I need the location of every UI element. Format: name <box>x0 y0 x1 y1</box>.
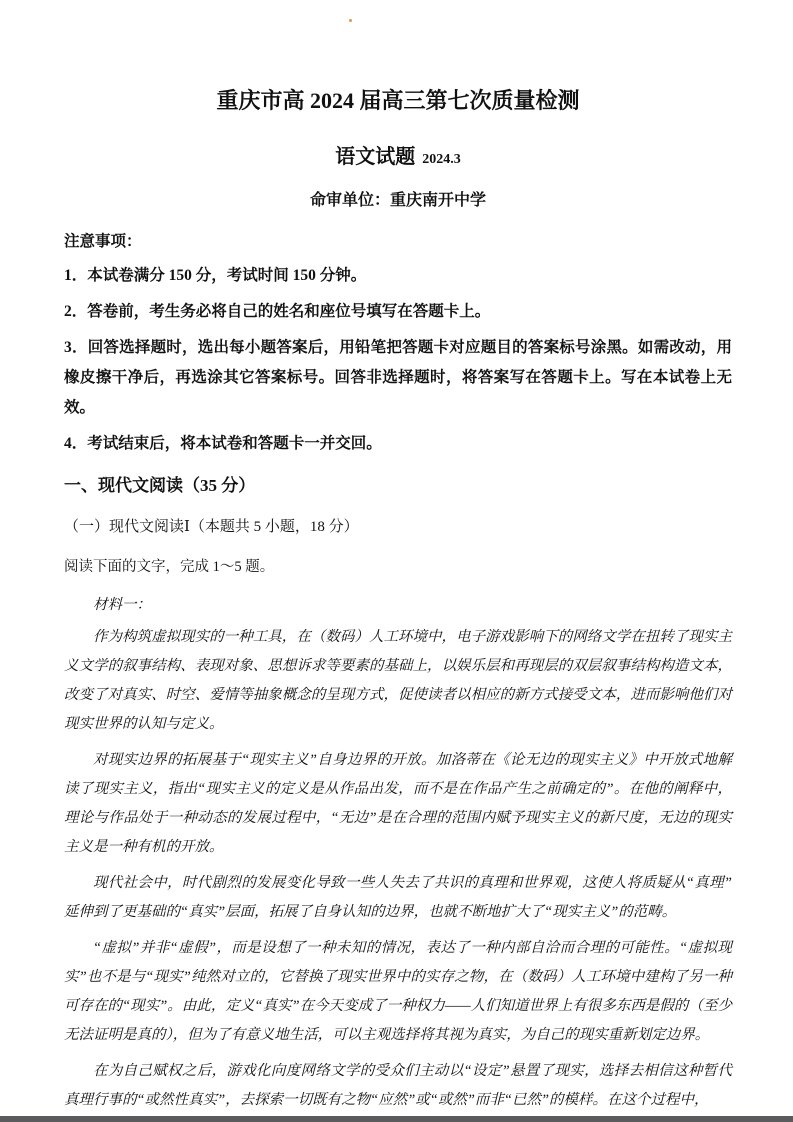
section-subheading: （一）现代文阅读Ⅰ（本题共 5 小题，18 分） <box>64 519 359 535</box>
reading-instruction: 阅读下面的文字，完成 1～5 题。 <box>64 559 275 575</box>
subject-title: 语文试题 <box>335 146 416 168</box>
material-paragraph: 对现实边界的拓展基于“现实主义”自身边界的开放。加洛蒂在《论无边的现实主义》中开放式地解读了现实主义，指出“现实主义的定义是从作品出发，而不是在作品产生之前确定的”。在他的阐释中，理论与作品处于一种动态的发展过程中，“无边”是在合理的范围内赋予现实主义的新尺度，无边的现实主义是一种有机的开放。 <box>64 752 732 855</box>
material-paragraph: 现代社会中，时代剧烈的发展变化导致一些人失去了共识的真理和世界观，这使人将质疑从“真理”延伸到了更基础的“真实”层面，拓展了自身认知的边界，也就不断地扩大了“现实主义”的范畴。 <box>64 875 732 920</box>
notice-item-1: 1．本试卷满分 150 分，考试时间 150 分钟。 <box>64 267 367 284</box>
notice-item-2: 2．答卷前，考生务必将自己的姓名和座位号填写在答题卡上。 <box>64 303 491 320</box>
document-body <box>64 0 732 1115</box>
subtitle-row <box>64 143 732 174</box>
material-paragraph: “虚拟”并非“虚假”，而是设想了一种未知的情况，表达了一种内部自洽而合理的可能性。“虚拟现实”也不是与“现实”纯然对立的，它替换了现实世界中的实存之物，在（数码）人工环境中建构了另一种可存在的“现实”。由此，定义“真实”在今天变成了一种权力——人们知道世界上有很多东西是假的（至少无法证明是真的），但为了有意义地生活，可以主观选择将其视为真实，为自己的现实重新划定边界。 <box>64 940 732 1043</box>
material-one-label: 材料一： <box>93 597 151 613</box>
notice-item-3: 3．回答选择题时，选出每小题答案后，用铅笔把答题卡对应题目的答案标号涂黑。如需改动，用橡皮擦干净后，再选涂其它答案标号。回答非选择题时，将答案写在答题卡上。写在本试卷上无效。 <box>64 339 732 416</box>
section-heading-modern-reading: 一、现代文阅读（35 分） <box>64 476 256 495</box>
material-paragraph: 在为自己赋权之后，游戏化向度网络文学的受众们主动以“设定”悬置了现实，选择去相信这种暂代真理行事的“或然性真实”，去探索一切既有之物“应然”或“或然”而非“已然”的模样。在这个过程中， <box>64 1063 732 1108</box>
viewer-bottom-edge <box>0 1116 793 1122</box>
exam-date: 2024.3 <box>422 152 461 167</box>
material-paragraph: 作为构筑虚拟现实的一种工具，在（数码）人工环境中，电子游戏影响下的网络文学在扭转了现实主义文学的叙事结构、表现对象、思想诉求等要素的基础上，以娱乐层和再现层的双层叙事结构构造文本，改变了对真实、时空、爱情等抽象概念的呈现方式，促使读者以相应的新方式接受文本，进而影响他们对现实世界的认知与定义。 <box>64 629 732 732</box>
page-title: 重庆市高 2024 届高三第七次质量检测 <box>216 88 580 113</box>
notice-item-4: 4．考试结束后，将本试卷和答题卡一并交回。 <box>64 435 382 452</box>
issuer-line: 命审单位：重庆南开中学 <box>309 192 486 209</box>
material-one-text <box>64 623 732 1115</box>
notice-heading: 注意事项： <box>64 233 142 250</box>
